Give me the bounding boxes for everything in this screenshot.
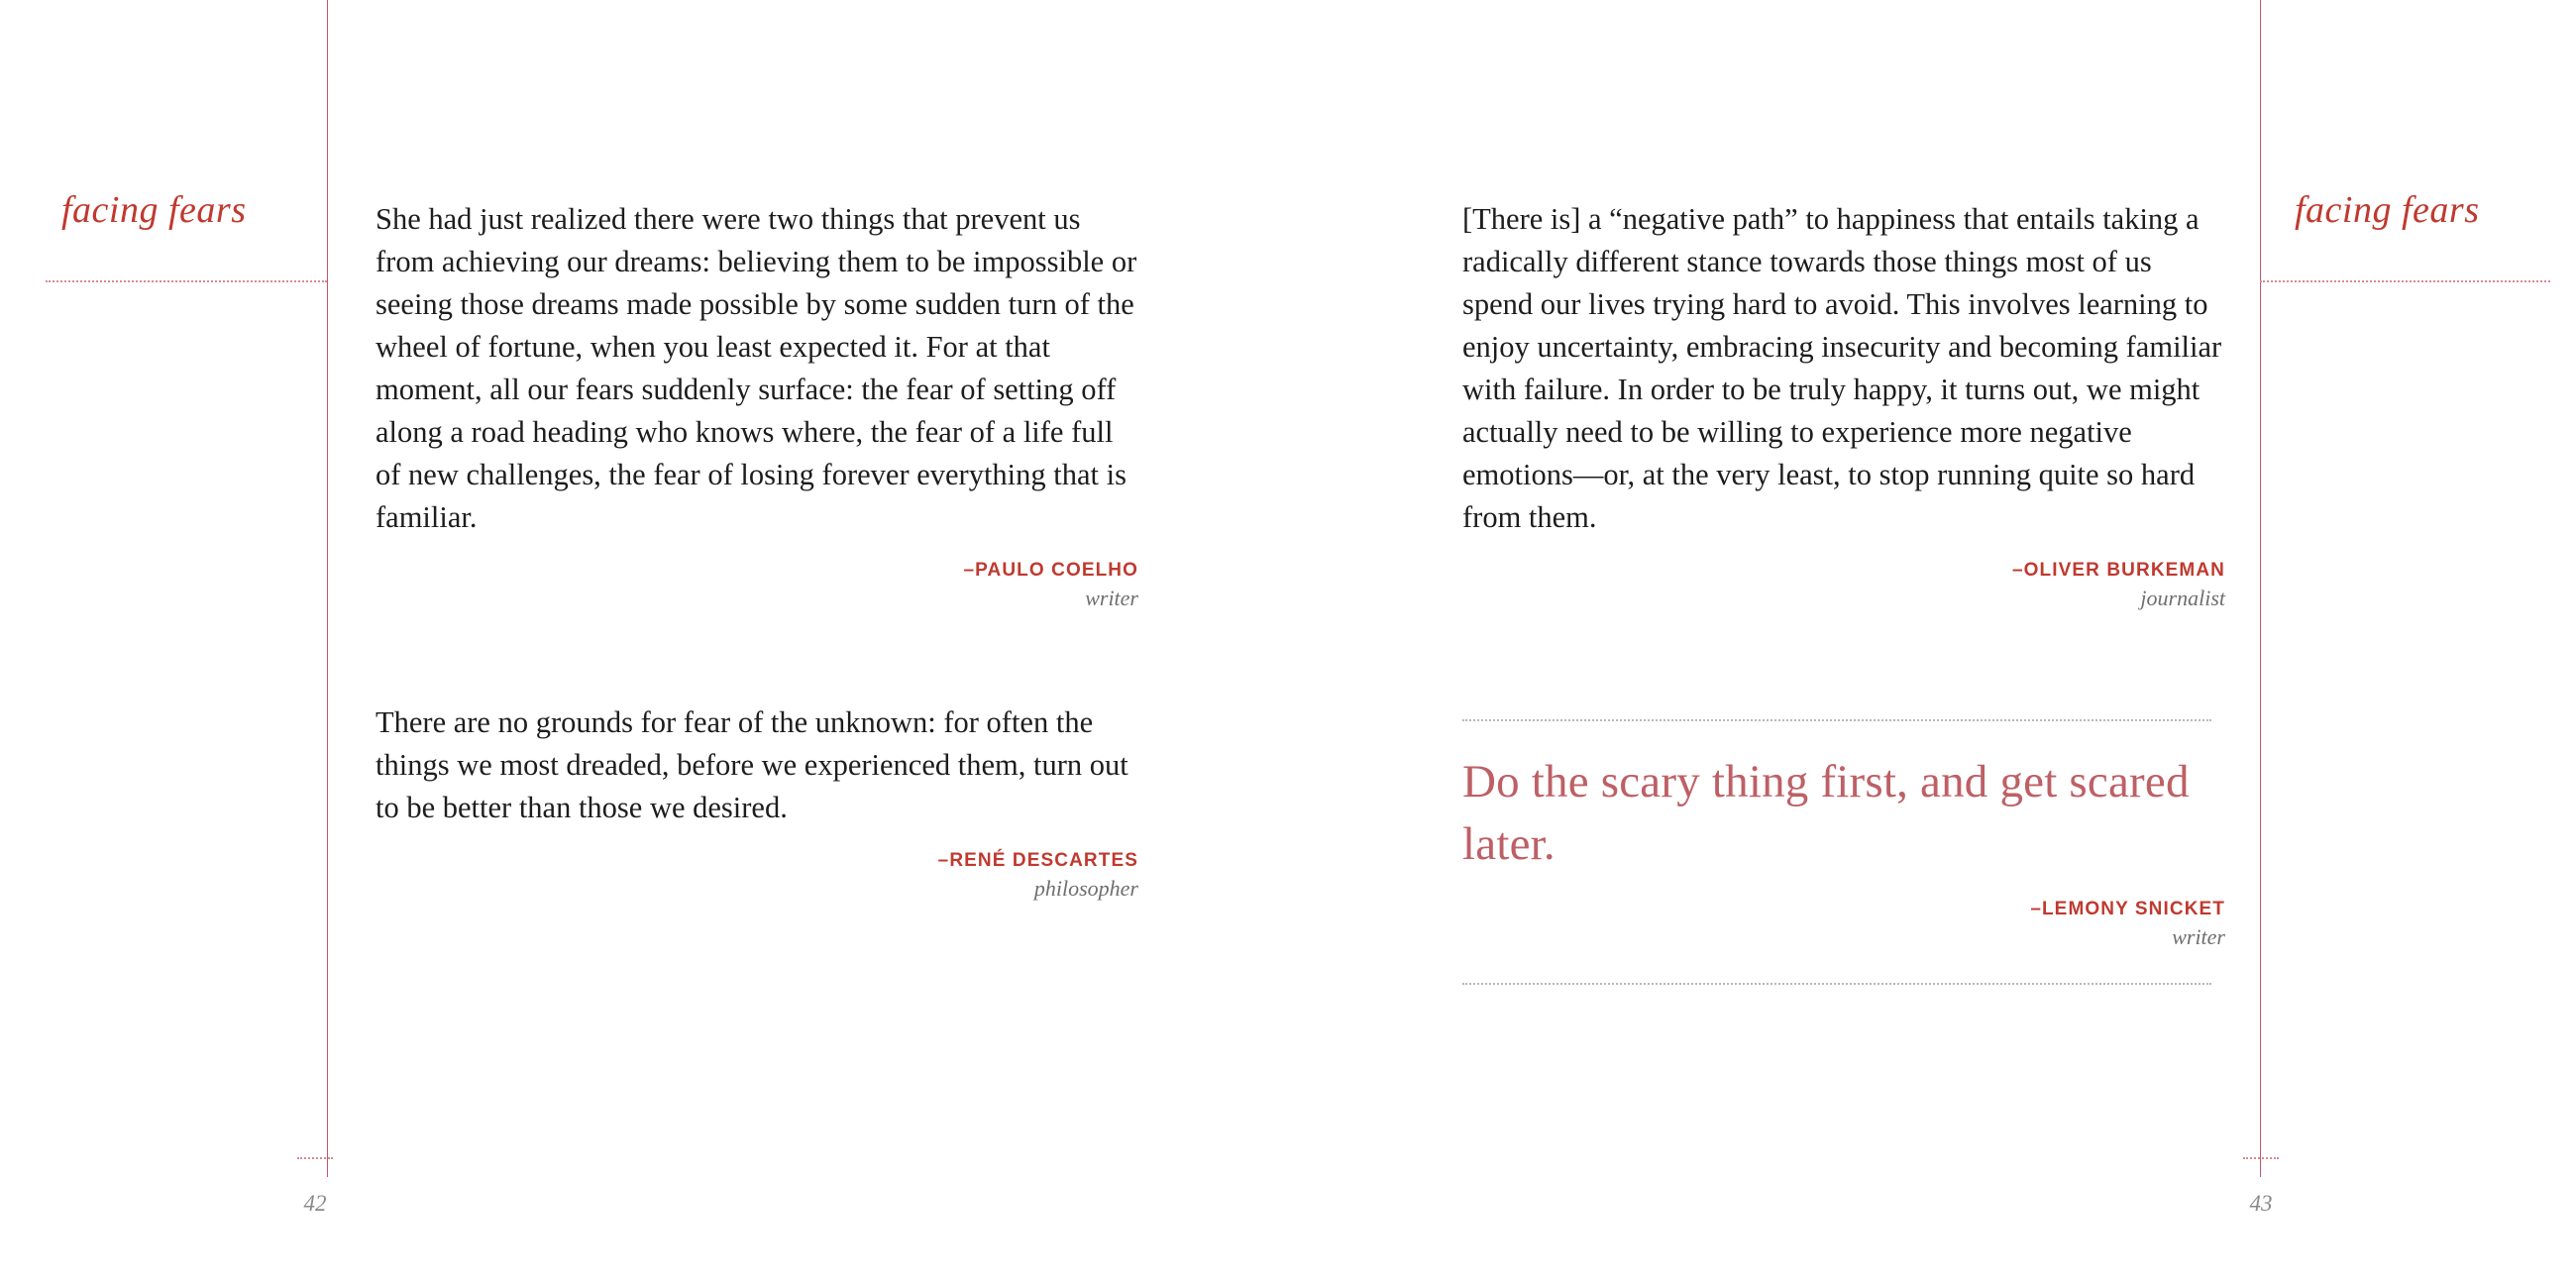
pullquote-text: Do the scary thing first, and get scared later. [1462,756,2190,871]
quote-text: There are no grounds for fear of the unknown: for often the things we most dreaded, before we experienced them, turn out to be better than those we desired. [376,705,1128,825]
running-head-right: facing fears [2295,189,2480,231]
quote-text: [There is] a “negative path” to happiness that entails taking a radically different stance towards those things most of us spend our lives trying hard to avoid. This involves learning to enjoy uncertainty, embracing insecurity and becoming familiar with failure. In order to be truly happy, it turns out, we might actually need to be willing to experience more negative emotions—or, at the very least, to stop running quite so hard from them. [1462,202,2222,534]
quote-attribution [376,851,1138,901]
running-head-left-rule [46,280,327,282]
quote-attribution [1462,561,2225,610]
pullquote-attribution [1462,900,2225,949]
quote-author-role: philosopher [1033,875,1138,901]
quote-author-role: journalist [2140,585,2225,610]
running-head-right-rule [2260,280,2550,282]
quote-attribution [376,561,1138,610]
folio-left-tick [297,1157,333,1159]
quote-author: –OLIVER BURKEMAN [2011,560,2225,581]
page-number-right: 43 [2249,1191,2273,1216]
quote-block [1462,198,2225,610]
pullquote-author: –LEMONY SNICKET [2030,899,2225,920]
folio-right-tick [2243,1157,2279,1159]
quote-author: –PAULO COELHO [963,560,1138,581]
quote-author: –RENÉ DESCARTES [937,850,1138,872]
pullquote-bottom-rule [1462,983,2211,985]
spacer [376,610,1138,701]
pullquote-top-rule [1462,719,2211,721]
pullquote-block [1462,719,2225,985]
left-page-margin-rule [327,0,328,1177]
right-page-text-column [1462,198,2225,985]
running-head-left: facing fears [61,189,247,231]
quote-block [376,198,1138,610]
left-page-text-column [376,198,1138,901]
pullquote-author-role: writer [2172,923,2225,949]
right-page-margin-rule [2260,0,2261,1177]
page-number-left: 42 [303,1191,327,1216]
quote-author-role: writer [1085,585,1138,610]
quote-text: She had just realized there were two things that prevent us from achieving our dreams: believing them to be impossible or seeing those dreams made possible by some sudden turn of the wheel of fortune, when you least expected it. For at that moment, all our fears suddenly surface: the fear of setting off along a road heading who knows where, the fear of a life full of new challenges, the fear of losing forever everything that is familiar. [376,202,1137,534]
quote-block [376,701,1138,901]
